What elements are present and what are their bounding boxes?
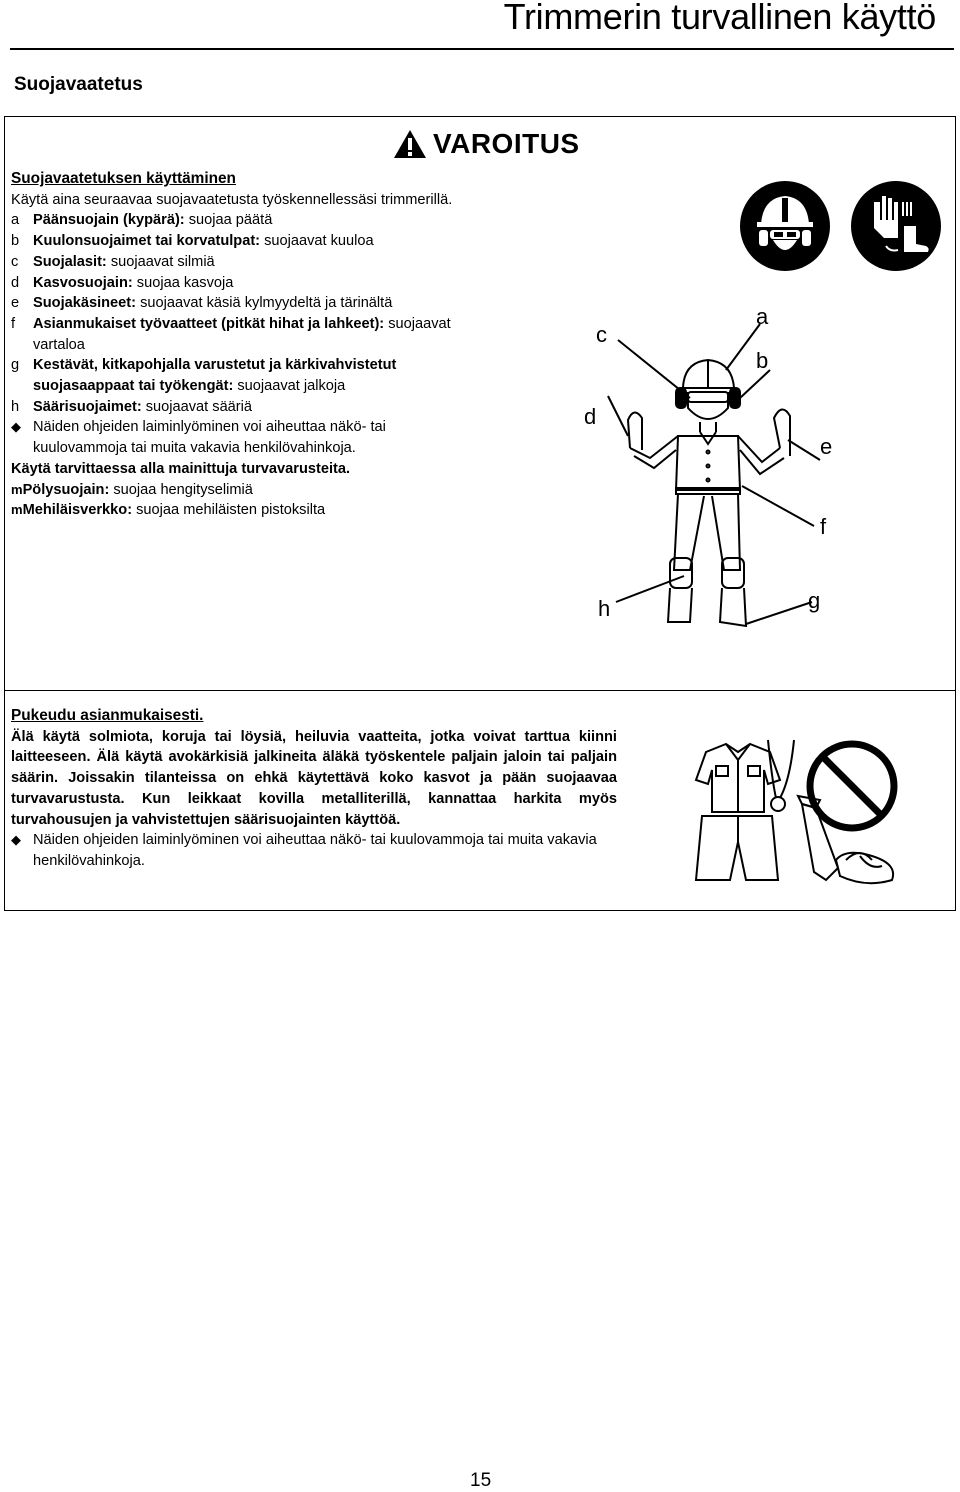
list-item: mMehiläisverkko: suojaa mehiläisten pistoksilta [11, 502, 326, 519]
list-item: mPölysuojain: suojaa hengityselimiä [11, 481, 253, 498]
figure-label-f: f [820, 514, 827, 539]
figure-label-c: c [596, 322, 607, 347]
protective-clothing-text [11, 169, 479, 521]
list-item: f Asianmukaiset työvaatteet (pitkät hihat ja lahkeet): suojaavat vartaloa [11, 315, 451, 353]
diamond-bullet-icon: ◆ [11, 832, 21, 848]
figure-label-d: d [584, 404, 597, 429]
dress-appropriately-text [11, 706, 617, 872]
list-item: b Kuulonsuojaimet tai korvatulpat: suojaavat kuuloa [11, 233, 374, 250]
list-item: g Kestävät, kitkapohjalla varustetut ja kärkivahvistetut suojasaappaat tai työkengät: suojaavat jalkoja [11, 357, 397, 395]
protective-clothing-intro: Käytä aina seuraavaa suojavaatetusta työskennellessäsi trimmerillä. [11, 191, 453, 208]
page-number: 15 [470, 1470, 492, 1491]
caution-note: ◆ Näiden ohjeiden laiminlyöminen voi aiheuttaa näkö- tai kuulovammoja tai muita vakavia henkilövahinkoja. [11, 417, 479, 458]
caution-note: ◆ Näiden ohjeiden laiminlyöminen voi aiheuttaa näkö- tai kuulovammoja tai muita vakavia henkilövahinkoja. [11, 830, 617, 871]
warning-label: VAROITUS [433, 128, 580, 159]
prohibited-clothing-icon [676, 730, 906, 900]
figure-label-g: g [808, 588, 821, 613]
list-item: d Kasvosuojain: suojaa kasvoja [11, 274, 234, 291]
header-divider [10, 48, 954, 50]
list-item: e Suojakäsineet: suojaavat käsiä kylmyydeltä ja tärinältä [11, 295, 393, 312]
figure-label-a: a [756, 304, 769, 329]
warning-banner [393, 128, 580, 160]
section-title: Suojavaatetus [14, 74, 143, 95]
optional-equipment-intro: Käytä tarvittaessa alla mainittuja turvavarusteita. [11, 460, 351, 477]
dress-appropriately-heading: Pukeudu asianmukaisesti. [11, 707, 204, 724]
circle-bullet-icon: m [11, 502, 23, 518]
circle-bullet-icon: m [11, 481, 23, 497]
helmet-goggles-earmuffs-icon [739, 180, 831, 272]
warning-triangle-icon [393, 129, 427, 159]
figure-label-h: h [598, 596, 611, 621]
protective-clothing-heading: Suojavaatetuksen käyttäminen [11, 170, 236, 187]
diamond-bullet-icon: ◆ [11, 419, 21, 435]
page-header-title: Trimmerin turvallinen käyttö [503, 0, 936, 37]
figure-label-e: e [820, 434, 833, 459]
dress-appropriately-body: Älä käytä solmiota, koruja tai löysiä, heiluvia vaatteita, jotka voivat tarttua kiinni laitteeseen. Älä käytä avokärkisiä jalkineita äläkä työskentele paljain jaloin tai paljain säärin. Joissakin tilanteissa on ehkä käytettävä koko kasvot ja pään suojaavaa turvavarustusta. Kun leikkaat kovilla metalliterillä, kannattaa harkita myös turvahousujen ja vahvistettujen säärisuojainten käyttöä. [11, 728, 617, 828]
protected-worker-figure [600, 340, 820, 640]
figure-label-b: b [756, 348, 769, 373]
list-item: c Suojalasit: suojaavat silmiä [11, 253, 215, 270]
list-item: h Säärisuojaimet: suojaavat sääriä [11, 398, 253, 415]
gloves-boots-icon [850, 180, 942, 272]
list-item: a Päänsuojain (kypärä): suojaa päätä [11, 212, 273, 229]
